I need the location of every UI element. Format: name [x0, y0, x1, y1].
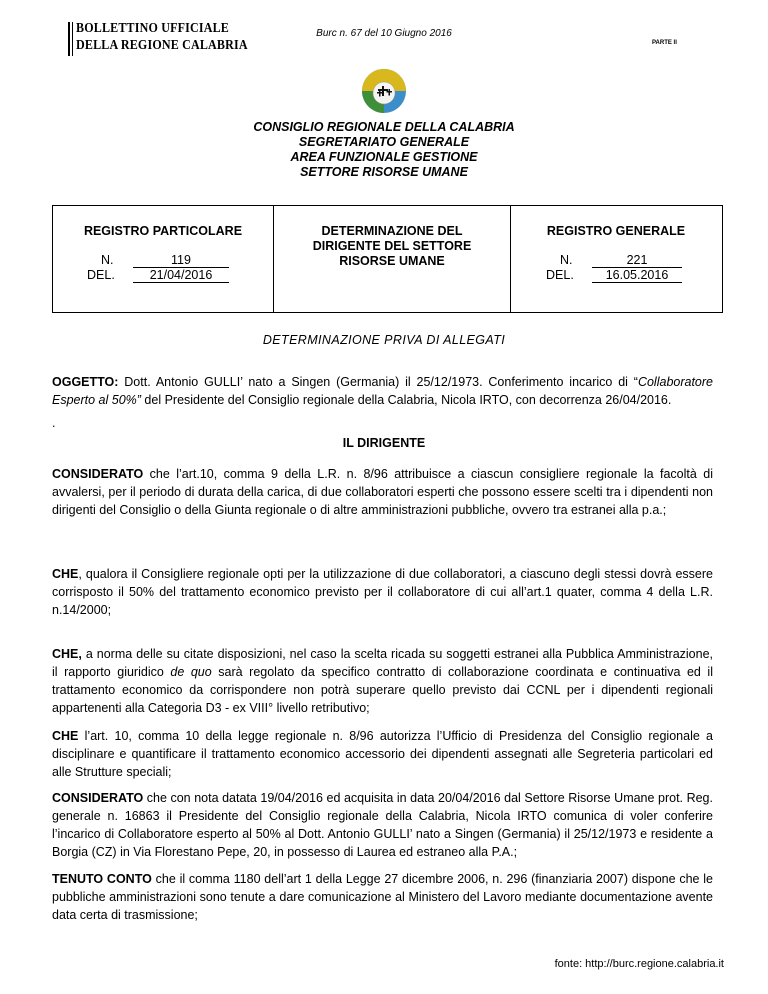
right-del-label: DEL.: [546, 268, 574, 282]
p4-text: l’art. 10, comma 10 della legge regionale n. 8/96 autorizza l’Ufficio di Presidenza del Consiglio regionale a disciplinare e quantificare il trattamento economico accessorio dei dipendenti assegnati alle Segreteria particolari ed alle Strutture speciali;: [52, 729, 713, 779]
bulletin-logo: [68, 18, 248, 60]
paragraph-che-3: [52, 727, 713, 781]
registro-generale-cell: [510, 206, 722, 312]
right-del-value: 16.05.2016: [592, 268, 682, 283]
burc-reference: Burc n. 67 del 10 Giugno 2016: [316, 28, 452, 39]
p3-label: CHE,: [52, 647, 82, 661]
oggetto-text-2: del Presidente del Consiglio regionale della Calabria, Nicola IRTO, con decorrenza 26/04/2016.: [140, 393, 672, 407]
p6-label: TENUTO CONTO: [52, 872, 152, 886]
determinazione-cell: [273, 206, 511, 312]
register-box: [52, 205, 723, 313]
registro-particolare-cell: [53, 206, 273, 312]
p5-label: CONSIDERATO: [52, 791, 144, 805]
registro-particolare-title: REGISTRO PARTICOLARE: [83, 224, 243, 238]
council-line1: CONSIGLIO REGIONALE DELLA CALABRIA: [253, 120, 515, 134]
council-line3: AREA FUNZIONALE GESTIONE: [290, 150, 478, 164]
source-footer: fonte: http://burc.regione.calabria.it: [554, 958, 724, 970]
oggetto-label: OGGETTO:: [52, 375, 119, 389]
oggetto-paragraph: [52, 373, 713, 409]
oggetto-text-1: Dott. Antonio GULLI’ nato a Singen (Germania) il 25/12/1973. Conferimento incarico di “: [118, 375, 638, 389]
p1-label: CONSIDERATO: [52, 467, 144, 481]
right-n-value: 221: [592, 253, 682, 268]
registro-generale-title: REGISTRO GENERALE: [546, 224, 686, 238]
determinazione-line3: RISORSE UMANE: [339, 254, 445, 268]
left-del-value: 21/04/2016: [133, 268, 229, 283]
paragraph-tenuto-conto: [52, 870, 713, 924]
council-line4: SETTORE RISORSE UMANE: [300, 165, 468, 179]
p5-text: che con nota datata 19/04/2016 ed acquisita in data 20/04/2016 dal Settore Risorse Umane prot. Reg. generale n. 16863 il Presidente del Consiglio regionale della Calabria, Nicola IRTO comunica di voler conferire l’incarico di Collaboratore esperto al 50% al Dott. Antonio GULLI’ nato a Singen (Germania) il 25/12/1973 e residente a Borgia (CZ) in Via Florestano Pepe, 20, in possesso di Laurea ed estraneo alla P.A.;: [52, 791, 713, 859]
paragraph-che-2: [52, 645, 713, 717]
priva-allegati: DETERMINAZIONE PRIVA DI ALLEGATI: [262, 333, 506, 347]
p2-text: , qualora il Consigliere regionale opti per la utilizzazione di due collaboratori, a ciascuno degli stessi dovrà essere corrisposto il 50% del trattamento economico previsto per il collaboratore di cui all’art.1 quater, comma 4 della L.R. n.14/2000;: [52, 567, 713, 617]
calabria-emblem-icon: [357, 64, 411, 118]
paragraph-considerato-2: [52, 789, 713, 861]
bulletin-title-line2: DELLA REGIONE CALABRIA: [76, 38, 248, 53]
right-n-label: N.: [560, 253, 573, 267]
left-n-label: N.: [101, 253, 114, 267]
bulletin-title-line1: BOLLETTINO UFFICIALE: [76, 21, 229, 36]
il-dirigente-heading: IL DIRIGENTE: [342, 436, 426, 450]
p4-label: CHE: [52, 729, 79, 743]
p3-text-b: sarà regolato da specifico contratto di collaborazione coordinata e continuativa ed il trattamento economico da corrispondere non potrà superare quello previsto dai CCNL per i dipendenti regionali appartenenti alla Categoria D3 - ex VIII° livello retributivo;: [52, 665, 713, 715]
paragraph-considerato-1: [52, 465, 713, 519]
p2-label: CHE: [52, 567, 79, 581]
determinazione-title: [274, 224, 510, 269]
oggetto-italic: Collaboratore Esperto al 50%”: [52, 375, 713, 407]
p6-text: che il comma 1180 dell’art 1 della Legge 27 dicembre 2006, n. 296 (finanziaria 2007) dispone che le pubbliche amministrazioni sono tenute a dare comunicazione al Ministero del Lavoro mediante documentazione avente data certa di trasmissione;: [52, 872, 713, 922]
left-n-value: 119: [133, 253, 229, 268]
p1-text: che l’art.10, comma 9 della L.R. n. 8/96 attribuisce a ciascun consigliere regionale la facoltà di avvalersi, per il periodo di durata della carica, di due collaboratori esperti che possono essere scelti tra i dipendenti non dirigenti del Consiglio o della Giunta regionale o di altre amministrazioni pubbliche, ovvero tra estranei alla p.a.;: [52, 467, 713, 517]
left-del-label: DEL.: [87, 268, 115, 282]
separator-dot: .: [52, 416, 56, 430]
parte-label: PARTE II: [652, 40, 677, 46]
council-line2: SEGRETARIATO GENERALE: [298, 135, 470, 149]
determinazione-line1: DETERMINAZIONE DEL: [321, 224, 463, 238]
determinazione-line2: DIRIGENTE DEL SETTORE: [312, 239, 472, 253]
council-heading: [0, 120, 768, 180]
p3-italic: de quo: [170, 665, 212, 679]
paragraph-che-1: [52, 565, 713, 619]
p3-text-a: a norma delle su citate disposizioni, nel caso la scelta ricada su soggetti estranei alla Pubblica Amministrazione, il rapporto giuridico: [52, 647, 713, 679]
